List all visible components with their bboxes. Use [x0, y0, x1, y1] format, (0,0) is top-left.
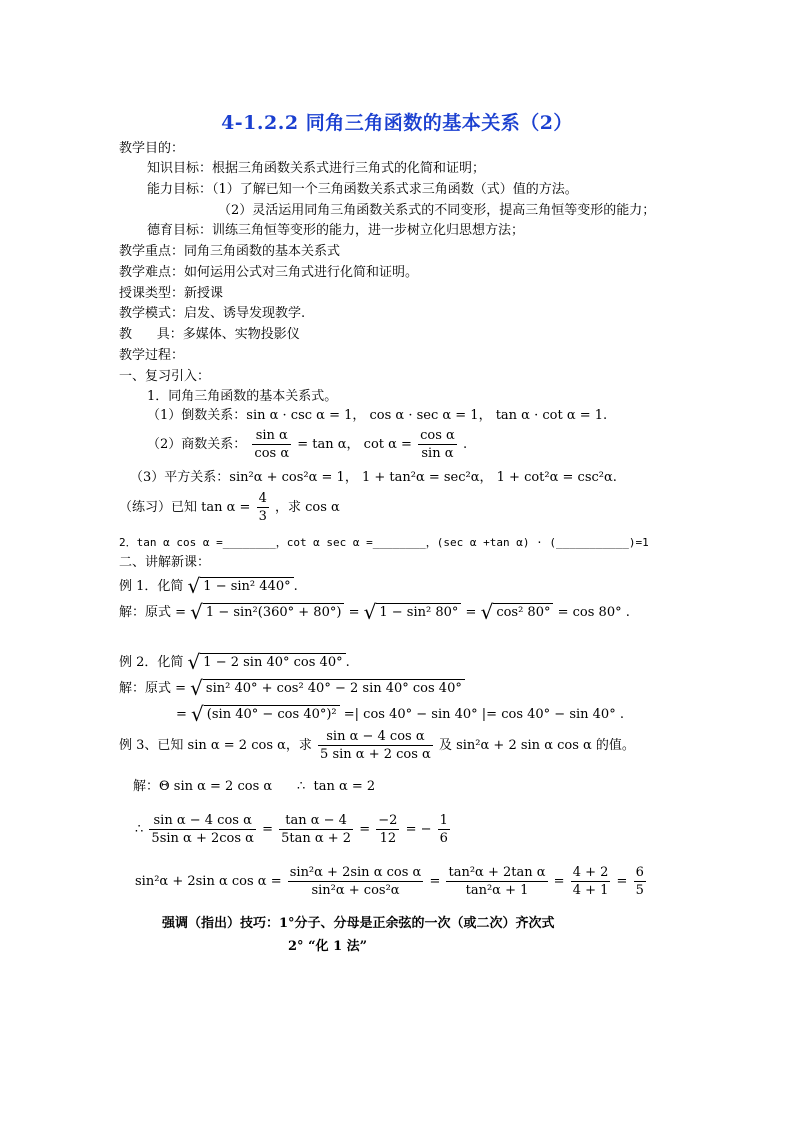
- example-3-fraction: $\frac{\text{sin α − 4 cos α}}{\text{5 sin α + 2 cos α}}$: [320, 729, 431, 762]
- emphasis-line-2: 2° “化 1 法”: [288, 939, 368, 954]
- practice-suffix: ，求 cos α: [274, 500, 340, 515]
- quotient-relation: （2）商数关系： $\frac{\text{sin α}}{\text{cos α}}$ = tan α， cot α = $\frac{\text{cos α}}{\text{sin α}}$ .: [147, 428, 468, 461]
- solution-1-radical-1: √ 1 − sin²(360° + 80°): [190, 600, 344, 625]
- example-1-solution: 解：原式 = √ 1 − sin²(360° + 80°) = √ 1 − sin² 80° = √ cos² 80° = cos 80° .: [119, 600, 630, 624]
- example-3: [119, 727, 635, 765]
- key-point: 教学重点：同角三角函数的基本关系式: [119, 244, 341, 259]
- example-1-label: 例 1．化简: [119, 578, 184, 594]
- example-2-solution-line-2: = √ (sin 40° − cos 40°)² =| cos 40° − sin 40° |= cos 40° − sin 40° .: [176, 702, 624, 726]
- example-1-radical: √ 1 − sin² 440°: [188, 574, 294, 599]
- reciprocal-label: （1）倒数关系：: [147, 408, 247, 423]
- process-heading: 教学过程：: [119, 348, 185, 363]
- review-item-1: 1．同角三角函数的基本关系式。: [147, 389, 338, 404]
- practice-fraction: $\frac{4}{3}$: [258, 491, 267, 524]
- solution-2-end: =| cos 40° − sin 40° |= cos 40° − sin 40° .: [343, 706, 624, 722]
- lesson-type: 授课类型：新授课: [119, 286, 224, 301]
- goal-ability-2: （2）灵活运用同角三角函数关系式的不同变形，提高三角恒等变形的能力；: [218, 203, 656, 218]
- solution-1-end: = cos 80° .: [557, 604, 630, 620]
- quotient-fraction-2: $\frac{\text{cos α}}{\text{sin α}}$: [420, 428, 455, 461]
- new-lesson-heading: 二、讲解新课：: [119, 555, 211, 570]
- therefore-symbol: ∴: [135, 822, 144, 837]
- practice-line: [119, 490, 340, 526]
- square-relation: [130, 469, 617, 487]
- solution-2-radical-2: √ (sin 40° − cos 40°)²: [191, 702, 340, 727]
- practice-prefix: （练习）已知 tan α =: [119, 500, 251, 515]
- solution-3-fraction-4: $\frac{1}{6}$: [439, 813, 448, 846]
- solution-1-radical-3: √ cos² 80°: [481, 600, 554, 625]
- example-2: 例 2．化简 √ 1 − 2 sin 40° cos 40° .: [119, 650, 350, 674]
- example-3-prefix: 例 3、已知 sin α = 2 cos α，求: [119, 738, 312, 753]
- goal-ability-1: 能力目标：（1）了解已知一个三角函数关系式求三角函数（式）值的方法。: [147, 182, 578, 197]
- solution-1-radical-2: √ 1 − sin² 80°: [364, 600, 462, 625]
- example-2-solution-line-1: [119, 676, 465, 701]
- item-2-blanks: 2．tan α cos α =________，cot α sec α =________，(sec α +tan α) · (___________)=1: [119, 536, 649, 549]
- review-heading: 一、复习引入：: [119, 369, 211, 384]
- emphasis-line-1: 强调（指出）技巧：1°分子、分母是正余弦的一次（或二次）齐次式: [162, 916, 555, 931]
- example-2-label: 例 2．化简: [119, 654, 184, 670]
- solution-3-fraction-1: $\frac{\text{sin α − 4 cos α}}{\text{5sin α + 2cos α}}$: [151, 813, 254, 846]
- solution-1-label: 解：原式 =: [119, 604, 187, 620]
- reciprocal-relation: [147, 407, 607, 425]
- solution-2-label: 解：原式 =: [119, 680, 187, 696]
- solution-3-line-2: ∴ $\frac{\text{sin α − 4 cos α}}{\text{5sin α + 2cos α}}$ = $\frac{\text{tan α − 4}}{\text{5tan α + 2}}$ = $\frac{-2}{12}$ = − $\frac{1}{6}$: [135, 813, 448, 846]
- solution-3-fraction-3: $\frac{-2}{12}$: [378, 813, 398, 846]
- quotient-fraction-1: $\frac{\text{sin α}}{\text{cos α}}$: [254, 428, 290, 461]
- reciprocal-formula: sin α · csc α = 1， cos α · sec α = 1， tan α · cot α = 1.: [246, 408, 608, 423]
- difficulty: 教学难点：如何运用公式对三角式进行化简和证明。: [119, 265, 419, 280]
- quotient-label: （2）商数关系：: [147, 437, 247, 452]
- goal-knowledge: 知识目标：根据三角函数关系式进行三角式的化简和证明；: [147, 161, 486, 176]
- goals-heading: 教学目的：: [119, 141, 185, 156]
- goal-moral: 德育目标：训练三角恒等变形的能力，进一步树立化归思想方法；: [147, 223, 525, 238]
- solution-3-fraction-2: $\frac{\text{tan α − 4}}{\text{5tan α + 2}}$: [281, 813, 352, 846]
- solution-3-line-3-lhs: sin²α + 2sin α cos α =: [135, 874, 282, 889]
- solution-2-radical-1: √ sin² 40° + cos² 40° − 2 sin 40° cos 40°: [190, 676, 465, 701]
- solution-3-line-3: sin²α + 2sin α cos α = $\frac{\text{sin²α + 2sin α cos α}}{\text{sin²α + cos²α}}$ = $\frac{\text{tan²α + 2tan α}}{\text{tan²α + 1}}$ = $\frac{4 + 2}{4 + 1}$ = $\frac{6}{5}$: [135, 865, 644, 898]
- quotient-mid: = tan α， cot α =: [297, 437, 412, 452]
- solution-3-fraction-8: $\frac{6}{5}$: [635, 865, 644, 898]
- example-3-suffix: 及 sin²α + 2 sin α cos α 的值。: [438, 738, 635, 753]
- lesson-mode: 教学模式：启发、诱导发现教学.: [119, 306, 306, 321]
- square-formula: sin²α + cos²α = 1， 1 + tan²α = sec²α， 1 + cot²α = csc²α.: [229, 470, 617, 485]
- example-2-radical: √ 1 − 2 sin 40° cos 40°: [188, 650, 346, 675]
- square-label: （3）平方关系：: [130, 470, 230, 485]
- solution-3-fraction-6: $\frac{\text{tan²α + 2tan α}}{\text{tan²α + 1}}$: [448, 865, 546, 898]
- page-title: 4-1.2.2 同角三角函数的基本关系（2）: [221, 112, 573, 134]
- solution-3-line-1: 解：Θ sin α = 2 cos α ∴ tan α = 2: [133, 779, 376, 794]
- solution-3-fraction-7: $\frac{4 + 2}{4 + 1}$: [572, 865, 609, 898]
- tools: 教 具：多媒体、实物投影仪: [119, 327, 300, 342]
- solution-3-fraction-5: $\frac{\text{sin²α + 2sin α cos α}}{\text{sin²α + cos²α}}$: [289, 865, 422, 898]
- example-1: 例 1．化简 √ 1 − sin² 440° .: [119, 574, 298, 598]
